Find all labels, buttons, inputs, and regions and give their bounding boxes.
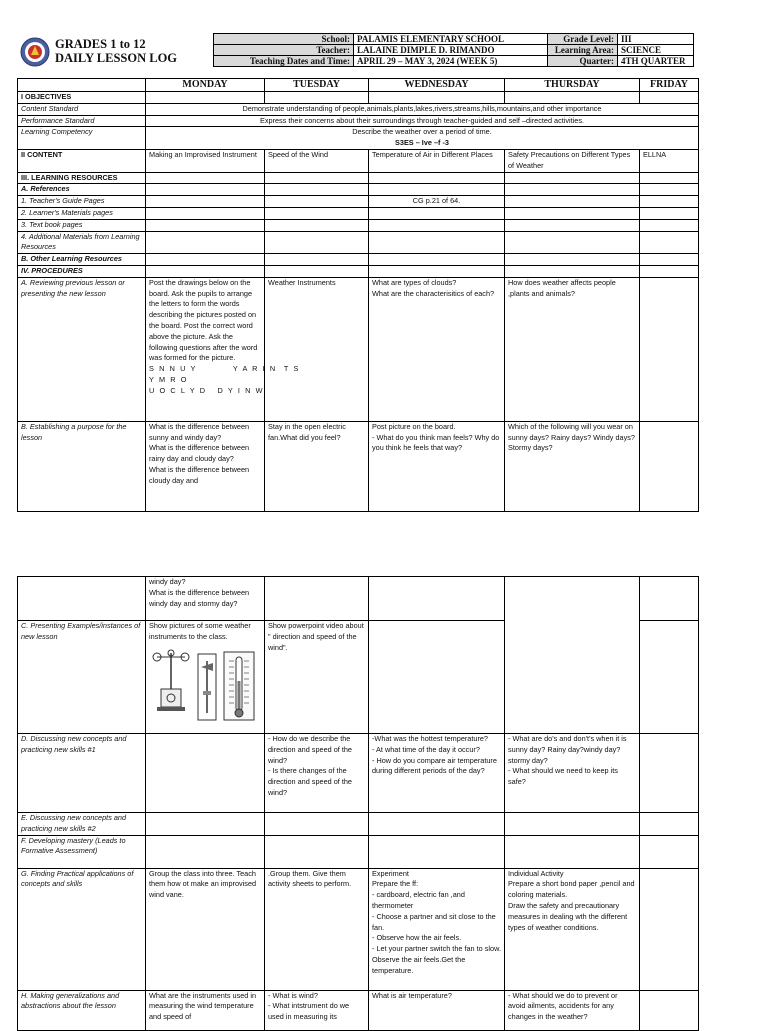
jumbled-words-1: S N N U Y Y A R I N T S (149, 364, 300, 374)
school-label: School: (214, 34, 354, 45)
corner-cell (18, 79, 146, 92)
day-header-thursday: THURSDAY (505, 79, 640, 92)
tg-pages-wednesday: CG p.21 of 64. (369, 196, 505, 208)
textbook-pages-label: 3. Text book pages (18, 219, 146, 231)
area-label: Learning Area: (548, 45, 618, 56)
procedure-g-label: G. Finding Practical applications of concepts and skills (18, 868, 146, 990)
objectives-section: I OBJECTIVES (18, 92, 146, 104)
additional-materials-label: 4. Additional Materials from Learning Resources (18, 231, 146, 254)
content-wednesday: Temperature of Air in Different Places (369, 149, 505, 172)
procedures-section: IV. PROCEDURES (18, 265, 146, 277)
procedure-a-thursday: How does weather affects people ,plants and animals? (505, 277, 640, 421)
lesson-log-table-page2 (17, 576, 699, 1031)
procedure-a-monday (146, 277, 300, 421)
wind-vane-icon (197, 653, 217, 721)
references-label: A. References (18, 184, 146, 196)
tg-pages-label: 1. Teacher's Guide Pages (18, 196, 146, 208)
procedure-h-label: H. Making generalizations and abstractions about the lesson (18, 990, 146, 1030)
lm-pages-label: 2. Learner's Materials pages (18, 207, 146, 219)
procedure-g-tuesday: .Group them. Give them activity sheets to perform. (265, 868, 369, 990)
title-line-1: GRADES 1 to 12 (55, 37, 146, 51)
quarter-value: 4TH QUARTER (618, 56, 694, 67)
teacher-value: LALAINE DIMPLE D. RIMANDO (354, 45, 548, 56)
resources-section: III. LEARNING RESOURCES (18, 172, 146, 184)
competency-code: S3ES – Ive –f -3 (395, 138, 449, 148)
procedure-h-tuesday: - What is wind? - What intstrument do we used in measuring its (265, 990, 369, 1030)
content-friday: ELLNA (640, 149, 699, 172)
competency-text (146, 127, 699, 150)
quarter-label: Quarter: (548, 56, 618, 67)
school-value: PALAMIS ELEMENTARY SCHOOL (354, 34, 548, 45)
procedure-b-monday-continued: windy day? What is the difference between windy day and stormy day? (146, 577, 265, 621)
procedure-a-monday-text: Post the drawings below on the board. Ask the pupils to arrange the letters to form the words describing the pictures posted on the board. Post the correct word above the picture. Ask the following questions after the word was formed for the picture. (149, 277, 258, 363)
performance-standard-label: Performance Standard (18, 115, 146, 127)
grade-label: Grade Level: (548, 34, 618, 45)
procedure-d-tuesday: - How do we describe the direction and speed of the wind? - Is there changes of the direction and speed of the wind? (265, 734, 369, 813)
procedure-b-monday: What is the difference between sunny and windy day? What is the difference between rainy day and cloudy day? What is the difference between cloudy day and (146, 421, 265, 511)
competency-description: Describe the weather over a period of time. (352, 127, 492, 137)
procedure-b-label: B. Establishing a purpose for the lesson (18, 421, 146, 511)
procedure-a-label: A. Reviewing previous lesson or presenting the new lesson (18, 277, 146, 421)
other-resources-label: B. Other Learning Resources (18, 254, 146, 266)
thermometer-icon (223, 651, 255, 721)
grade-value: III (618, 34, 694, 45)
dates-value: APRIL 29 – MAY 3, 2024 (WEEK 5) (354, 56, 548, 67)
procedure-a-wednesday: What are types of clouds? What are the characterisitics of each? (369, 277, 505, 421)
procedure-h-wednesday: What is air temperature? (369, 990, 505, 1030)
day-header-friday: FRIDAY (640, 79, 699, 92)
procedure-g-thursday: Individual Activity Prepare a short bond paper ,pencil and coloring materials. Draw the safety and precautionary measures in dealing wth the different types of weather conditions. (505, 868, 640, 990)
procedure-h-monday: What are the instruments used in measuring the wind temperature and speed of (146, 990, 265, 1030)
procedure-g-monday: Group the class into three. Teach them how ot make an improvised wind vane. (146, 868, 265, 990)
procedure-c-label: C. Presenting Examples/instances of new lesson (18, 621, 146, 734)
procedure-e-label: E. Discussing new concepts and practicing new skills #2 (18, 813, 146, 836)
content-monday: Making an Improvised Instrument (146, 149, 265, 172)
teacher-label: Teacher: (214, 45, 354, 56)
content-section: II CONTENT (18, 149, 146, 172)
weather-instruments-pictures (149, 649, 261, 721)
day-header-monday: MONDAY (146, 79, 265, 92)
jumbled-words-2: Y M R O (149, 374, 189, 384)
procedure-d-label: D. Discussing new concepts and practicing new skills #1 (18, 734, 146, 813)
procedure-d-thursday: - What are do's and don't's when it is sunny day? Rainy day?windy day?stormy day? - What should we need to keep its safe? (505, 734, 640, 813)
procedure-b-wednesday: Post picture on the board. - What do you think man feels? Why do you think he feels that way? (369, 421, 505, 511)
content-thursday: Safety Precautions on Different Types of Weather (505, 149, 640, 172)
performance-standard-text: Express their concerns about their surroundings through teacher-guided and self –directed activities. (146, 115, 699, 127)
day-header-wednesday: WEDNESDAY (369, 79, 505, 92)
content-standard-text: Demonstrate understanding of people,animals,plants,lakes,rivers,streams,hills,mountains,and other importance (146, 103, 699, 115)
procedure-f-label: F. Developing mastery (Leads to Formative Assessment) (18, 835, 146, 868)
procedure-c-monday (146, 621, 265, 734)
day-header-tuesday: TUESDAY (265, 79, 369, 92)
lesson-log-table-page1 (17, 78, 699, 512)
content-standard-label: Content Standard (18, 103, 146, 115)
jumbled-words-3: U O C L Y D D Y I N W (149, 385, 265, 395)
deped-seal-icon (20, 37, 50, 67)
procedure-h-thursday: - What should we do to prevent or avoid ailments, accidents for any changes in the weather? (505, 990, 640, 1030)
procedure-b-tuesday: Stay in the open electric fan.What did you feel? (265, 421, 369, 511)
document-title (55, 37, 177, 65)
procedure-a-tuesday: Weather Instruments (265, 277, 369, 421)
header-info-table (213, 33, 694, 67)
dates-label: Teaching Dates and Time: (214, 56, 354, 67)
procedure-g-wednesday: Experiment Prepare the ff: - cardboard, electric fan ,and thermometer - Choose a partner and sit close to the fan. - Observe how the air feels. - Let your partner switch the fan to slow. Observe the air feels.Get the temperature. (369, 868, 505, 990)
competency-label: Learning Competency (18, 127, 146, 150)
title-line-2: DAILY LESSON LOG (55, 51, 178, 65)
procedure-b-thursday: Which of the following will you wear on sunny days? Rainy days? Windy days? Stormy days? (505, 421, 640, 511)
procedure-c-tuesday: Show powerpoint video about " direction and speed of the wind". (265, 621, 369, 734)
area-value: SCIENCE (618, 45, 694, 56)
content-tuesday: Speed of the Wind (265, 149, 369, 172)
procedure-d-wednesday: -What was the hottest temperature? - At what time of the day it occur? - How do you compare air temperature during different periods of the day? (369, 734, 505, 813)
anemometer-icon (149, 649, 193, 713)
procedure-c-monday-text: Show pictures of some weather instruments to the class. (149, 621, 251, 641)
